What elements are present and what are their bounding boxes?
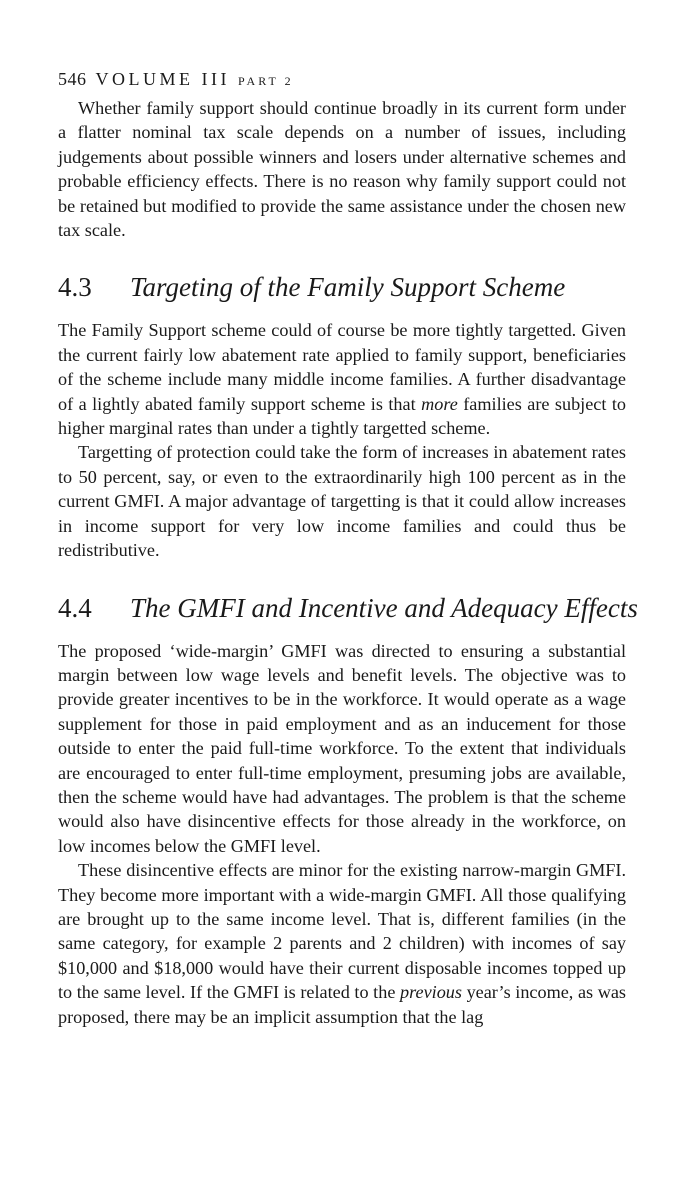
page-number: 546: [58, 69, 87, 89]
paragraph-text: year’s income, as was proposed, there may be an implicit assumption that the lag: [58, 982, 626, 1027]
section-number: 4.4: [58, 592, 92, 623]
section-number: 4.3: [58, 272, 92, 303]
paragraph-text: The Family Support scheme could of course be more tightly targetted. Given the current fairly low abatement rate applied to family support, beneficiaries of the scheme include many middle income families. A further disadvantage of a lightly abated family support scheme is that: [58, 320, 626, 414]
paragraph: [58, 318, 626, 440]
paragraph: The proposed ‘wide-margin’ GMFI was directed to ensuring a substantial margin between low wage levels and benefit levels. The objective was to provide greater incentives to be in the workforce. It would operate as a wage supplement for those in paid employment and as an inducement for those outside to enter the paid full-time workforce. To the extent that individuals are encouraged to enter full-time employment, presuming jobs are available, then the scheme would have had advantages. The problem is that the scheme would also have disincentive effects for those already in the workforce, on low incomes below the GMFI level.: [58, 640, 626, 856]
emphasis-text: more: [421, 393, 458, 414]
section-heading-4-3: [58, 270, 626, 304]
paragraph-text: families are subject to higher marginal rates than under a tightly targetted scheme.: [58, 393, 626, 439]
intro-paragraph: Whether family support should continue broadly in its current form under a flatter nominal tax scale depends on a number of issues, including judgements about possible winners and losers under alternative schemes and probable efficiency effects. There is no reason why family support could not be retained but modified to provide the same assistance under the chosen new tax scale.: [58, 98, 626, 241]
section-title: Targeting of the Family Support Scheme: [130, 272, 566, 303]
running-head: [58, 66, 626, 96]
section-title: The GMFI and Incentive and Adequacy Effects: [130, 592, 638, 623]
emphasis-text: previous: [400, 982, 462, 1003]
section-heading-4-4: [58, 591, 638, 625]
paragraph: [58, 858, 626, 1029]
volume-label: VOLUME III: [95, 69, 230, 89]
part-label: PART 2: [237, 74, 294, 88]
paragraph: Targetting of protection could take the form of increases in abatement rates to 50 percent, say, or even to the extraordinarily high 100 percent as in the current GMFI. A major advantage of targetting is that it could allow increases in income support for very low income families and could thus be redistributive.: [58, 442, 626, 561]
document-page: [58, 66, 638, 1029]
paragraph-text: These disincentive effects are minor for the existing narrow-margin GMFI. They become more important with a wide-margin GMFI. All those qualifying are brought up to the same income level. That is, different families (in the same category, for example 2 parents and 2 children) with incomes of say $10,000 and $18,000 would have their current disposable incomes topped up to the same level. If the GMFI is related to the: [58, 860, 626, 1003]
